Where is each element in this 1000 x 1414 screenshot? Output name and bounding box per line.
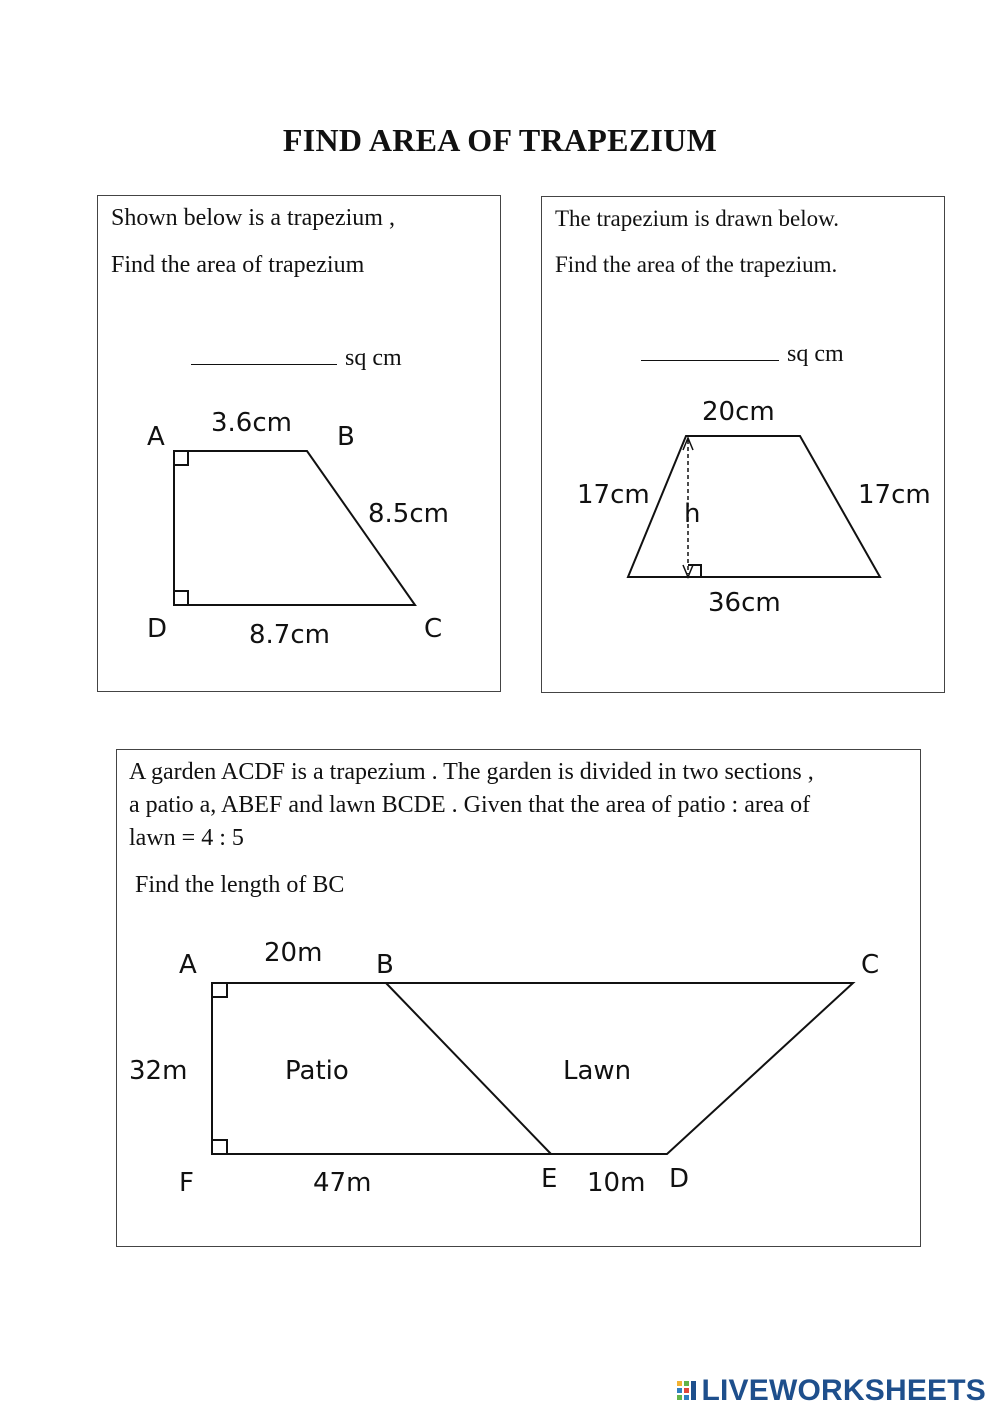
q2-line-1: The trapezium is drawn below. [555, 206, 839, 231]
q3-question: Find the length of BC [129, 872, 345, 898]
q1-right-angle-a [174, 451, 188, 465]
q1-line-2: Find the area of trapezium [111, 252, 365, 278]
q3-label-c: C [861, 950, 880, 980]
page-title: FIND AREA OF TRAPEZIUM [282, 122, 718, 158]
q2-line-2: Find the area of the trapezium. [555, 252, 838, 277]
q1-label-slant: 8.5cm [368, 499, 449, 529]
q2-label-left: 17cm [577, 480, 650, 510]
q1-label-a: A [147, 422, 165, 452]
q3-label-lawn: Lawn [563, 1056, 632, 1086]
q1-label-top: 3.6cm [211, 408, 292, 438]
q1-trapezium-diagram [97, 195, 501, 692]
q2-label-height: h [684, 499, 701, 529]
q2-label-bottom: 36cm [708, 588, 781, 618]
q3-line-2: a patio a, ABEF and lawn BCDE . Given that the area of patio : area of [129, 792, 811, 818]
q2-label-right: 17cm [858, 480, 931, 510]
q1-right-angle-d [174, 591, 188, 605]
q2-trapezium-diagram [541, 196, 945, 693]
q3-label-ab: 20m [264, 938, 323, 968]
q3-label-a: A [179, 950, 197, 980]
liveworksheets-logo-icon [676, 1379, 698, 1403]
q1-line-1: Shown below is a trapezium , [111, 205, 395, 231]
q3-label-af: 32m [129, 1056, 188, 1086]
q1-label-bottom: 8.7cm [249, 620, 330, 650]
q3-label-b: B [376, 950, 394, 980]
q3-line-3: lawn = 4 : 5 [129, 825, 244, 851]
question-2-box [541, 196, 945, 693]
q1-label-b: B [337, 422, 355, 452]
q2-answer-unit: sq cm [787, 341, 844, 367]
q3-label-e: E [541, 1164, 558, 1194]
q3-label-ed: 10m [587, 1168, 646, 1198]
q3-label-patio: Patio [285, 1056, 349, 1086]
q3-label-fe: 47m [313, 1168, 372, 1198]
q3-label-f: F [179, 1168, 194, 1198]
q3-right-angle-f [212, 1140, 227, 1154]
q3-divider-be [386, 983, 551, 1154]
liveworksheets-brand[interactable] [676, 1376, 987, 1406]
q3-garden-diagram [116, 749, 921, 1247]
q3-right-angle-a [212, 983, 227, 997]
q2-label-top: 20cm [702, 397, 775, 427]
question-1-box [97, 195, 501, 692]
liveworksheets-brand-text: LIVEWORKSHEETS [701, 1374, 986, 1407]
q3-label-d: D [669, 1164, 690, 1194]
question-3-box [116, 749, 921, 1247]
q1-answer-unit: sq cm [345, 345, 402, 371]
q2-trapezium-shape [628, 436, 880, 577]
q3-line-1: A garden ACDF is a trapezium . The garden is divided in two sections , [129, 759, 814, 785]
q1-label-d: D [147, 614, 168, 644]
q1-label-c: C [424, 614, 443, 644]
